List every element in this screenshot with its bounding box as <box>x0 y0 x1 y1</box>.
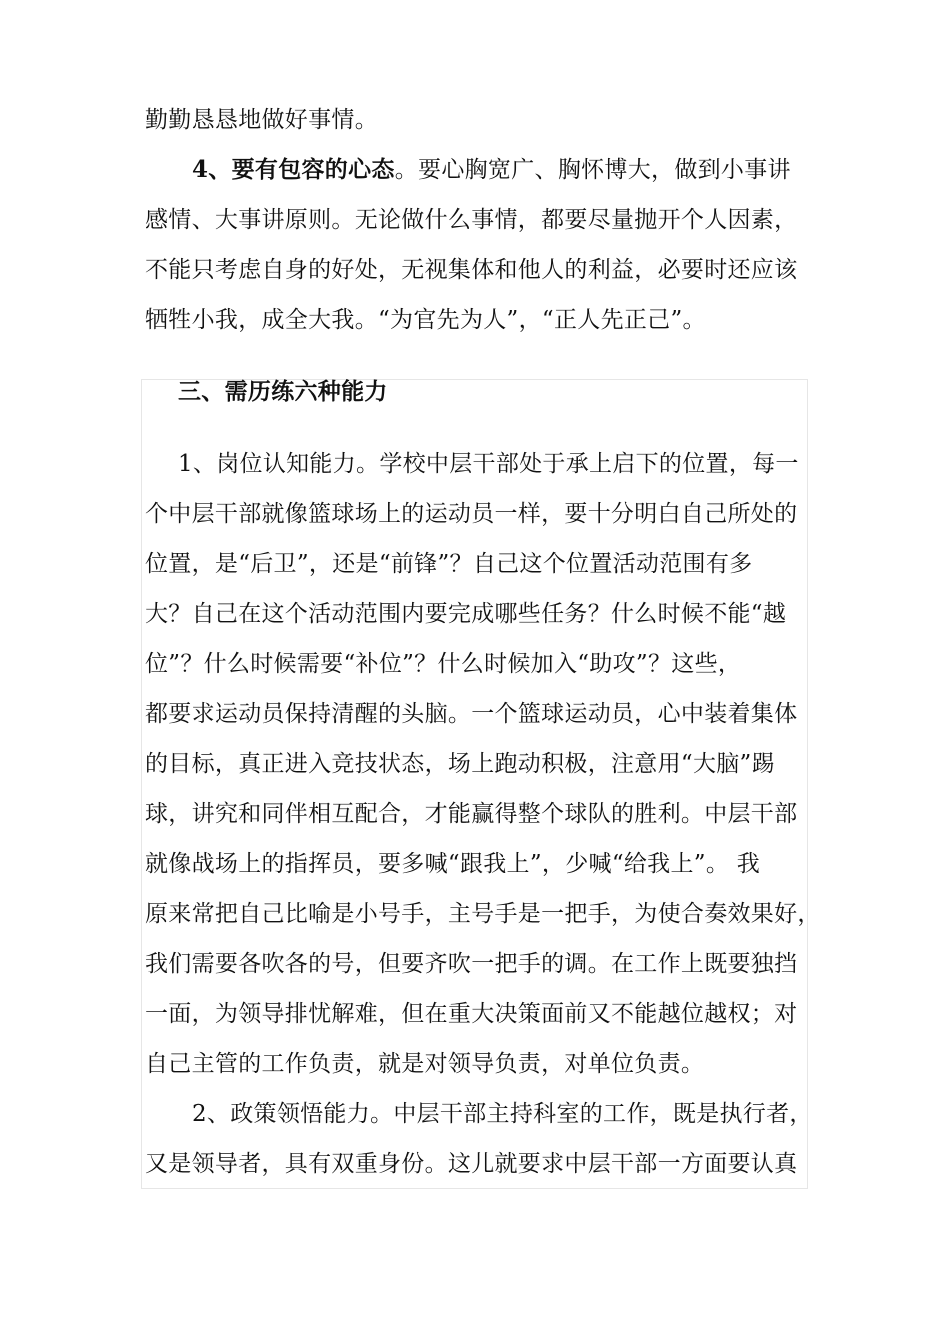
paragraph-4-text: 。要心胸宽广、胸怀博大，做到小事讲 <box>394 157 791 183</box>
text-line: 我们需要各吹各的号，但要齐吹一把手的调。在工作上既要独挡 <box>145 951 798 977</box>
text-line: 一面，为领导排忧解难，但在重大决策面前又不能越位越权；对 <box>145 1001 798 1027</box>
text-line: 个中层干部就像篮球场上的运动员一样，要十分明白自己所处的 <box>145 501 798 527</box>
paragraph-1-first-line: 1、岗位认知能力。学校中层干部处于承上启下的位置，每一 <box>178 451 799 477</box>
text-line: 大？自己在这个活动范围内要完成哪些任务？什么时候不能“越 <box>145 601 787 627</box>
text-line: 牺牲小我，成全大我。“为官先为人”，“正人先正己”。 <box>145 307 706 333</box>
text-line: 感情、大事讲原则。无论做什么事情，都要尽量抛开个人因素， <box>145 207 798 233</box>
text-line: 的目标，真正进入竞技状态，场上跑动积极，注意用“大脑”踢 <box>145 751 775 777</box>
text-line: 位置，是“后卫”，还是“前锋”？自己这个位置活动范围有多 <box>145 551 753 577</box>
text-line: 球，讲究和同伴相互配合，才能赢得整个球队的胜利。中层干部 <box>145 801 798 827</box>
text-line: 勤勤恳恳地做好事情。 <box>145 107 378 133</box>
section-heading: 三、需历练六种能力 <box>178 378 388 405</box>
text-line: 不能只考虑自身的好处，无视集体和他人的利益，必要时还应该 <box>145 257 798 283</box>
text-line: 又是领导者，具有双重身份。这儿就要求中层干部一方面要认真 <box>145 1151 798 1177</box>
paragraph-4-first-line <box>192 155 791 185</box>
paragraph-2-first-line: 2、政策领悟能力。中层干部主持科室的工作，既是执行者， <box>192 1101 813 1127</box>
text-line: 都要求运动员保持清醒的头脑。一个篮球运动员，心中装着集体 <box>145 701 798 727</box>
paragraph-4-heading: 4、要有包容的心态 <box>192 156 395 183</box>
text-line: 原来常把自己比喻是小号手，主号手是一把手，为使合奏效果好， <box>145 901 821 927</box>
text-line: 自己主管的工作负责，就是对领导负责，对单位负责。 <box>145 1051 705 1077</box>
text-line: 就像战场上的指挥员，要多喊“跟我上”，少喊“给我上”。 我 <box>145 851 761 877</box>
text-line: 位”？什么时候需要“补位”？什么时候加入“助攻”？这些， <box>145 651 742 677</box>
